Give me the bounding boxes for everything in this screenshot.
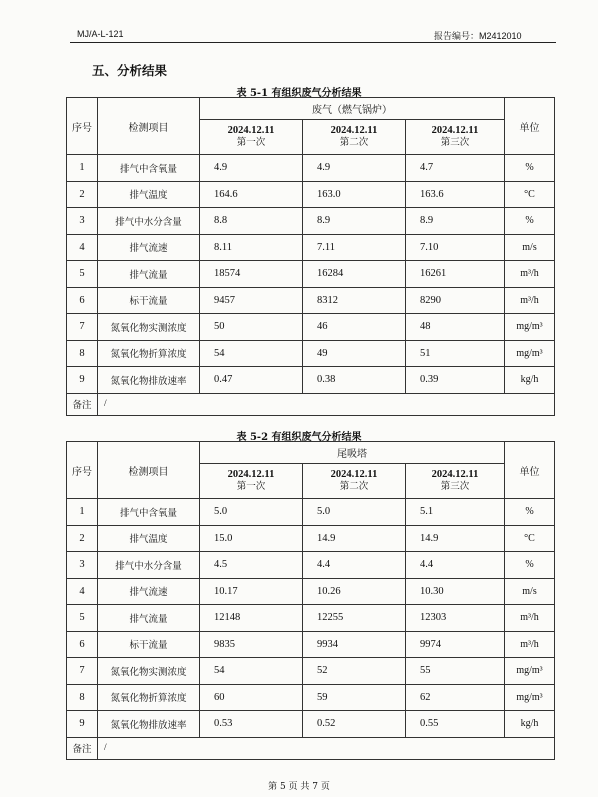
row-value-run-3: 14.9 [406, 525, 505, 552]
col-header-run-2 [303, 120, 406, 155]
run-date: 2024.12.11 [431, 469, 479, 480]
note-value: / [98, 393, 555, 415]
table-row [67, 181, 555, 208]
col-header-run-2 [303, 464, 406, 499]
row-value-run-1: 164.6 [200, 181, 303, 208]
row-value-run-2: 59 [303, 684, 406, 711]
row-value-run-1: 8.8 [200, 208, 303, 235]
row-value-run-3: 48 [406, 314, 505, 341]
table-row [67, 340, 555, 367]
row-value-run-3: 16261 [406, 261, 505, 288]
row-item: 排气流速 [98, 578, 200, 605]
row-value-run-2: 46 [303, 314, 406, 341]
row-value-run-1: 18574 [200, 261, 303, 288]
row-value-run-3: 8.9 [406, 208, 505, 235]
row-seq: 2 [67, 181, 98, 208]
row-value-run-2: 14.9 [303, 525, 406, 552]
row-value-run-1: 9457 [200, 287, 303, 314]
row-value-run-2: 4.4 [303, 552, 406, 579]
row-value-run-2: 10.26 [303, 578, 406, 605]
table-row [67, 234, 555, 261]
header-divider [70, 42, 556, 43]
row-value-run-3: 9974 [406, 631, 505, 658]
row-value-run-2: 9934 [303, 631, 406, 658]
note-value: / [98, 737, 555, 759]
col-header-seq: 序号 [67, 98, 98, 155]
col-header-unit: 单位 [505, 442, 555, 499]
row-value-run-2: 0.38 [303, 367, 406, 394]
row-unit: °C [505, 525, 555, 552]
row-value-run-2: 163.0 [303, 181, 406, 208]
table-row [67, 155, 555, 182]
table-row [67, 314, 555, 341]
table-row [67, 499, 555, 526]
row-unit: % [505, 552, 555, 579]
analysis-table [66, 97, 555, 416]
table-row [67, 605, 555, 632]
row-value-run-3: 51 [406, 340, 505, 367]
row-value-run-1: 0.47 [200, 367, 303, 394]
table-row [67, 631, 555, 658]
row-value-run-1: 4.5 [200, 552, 303, 579]
report-number: 报告编号：M2412010 [434, 31, 522, 41]
col-header-item: 检测项目 [98, 442, 200, 499]
row-unit: m³/h [505, 631, 555, 658]
row-unit: kg/h [505, 711, 555, 738]
row-unit: mg/m³ [505, 340, 555, 367]
row-value-run-2: 8312 [303, 287, 406, 314]
row-unit: °C [505, 181, 555, 208]
row-seq: 2 [67, 525, 98, 552]
row-seq: 9 [67, 711, 98, 738]
row-value-run-1: 5.0 [200, 499, 303, 526]
row-seq: 3 [67, 552, 98, 579]
col-header-group: 废气（燃气锅炉） [200, 98, 505, 120]
row-seq: 3 [67, 208, 98, 235]
row-seq: 1 [67, 499, 98, 526]
run-label: 第一次 [236, 481, 266, 492]
row-value-run-3: 4.4 [406, 552, 505, 579]
table-caption: 表 5-2 有组织废气分析结果 [236, 432, 362, 443]
row-item: 排气流量 [98, 605, 200, 632]
row-item: 排气中含氧量 [98, 499, 200, 526]
row-item: 排气流量 [98, 261, 200, 288]
row-seq: 6 [67, 287, 98, 314]
row-value-run-3: 62 [406, 684, 505, 711]
page-footer: 第 5 页 共 7 页 [268, 782, 330, 792]
table-row [67, 208, 555, 235]
row-unit: % [505, 208, 555, 235]
document-code: MJ/A-L-121 [77, 29, 124, 39]
row-value-run-1: 4.9 [200, 155, 303, 182]
row-unit: m³/h [505, 261, 555, 288]
row-value-run-1: 60 [200, 684, 303, 711]
row-value-run-3: 10.30 [406, 578, 505, 605]
row-unit: m³/h [505, 605, 555, 632]
row-item: 氮氧化物排放速率 [98, 711, 200, 738]
table-row [67, 711, 555, 738]
run-label: 第三次 [440, 481, 470, 492]
row-seq: 7 [67, 658, 98, 685]
row-value-run-1: 54 [200, 340, 303, 367]
row-seq: 4 [67, 234, 98, 261]
analysis-table [66, 441, 555, 760]
run-label: 第一次 [236, 137, 266, 148]
row-value-run-1: 54 [200, 658, 303, 685]
row-unit: mg/m³ [505, 314, 555, 341]
row-value-run-3: 8290 [406, 287, 505, 314]
row-item: 排气温度 [98, 525, 200, 552]
row-unit: mg/m³ [505, 684, 555, 711]
col-header-item: 检测项目 [98, 98, 200, 155]
row-value-run-2: 16284 [303, 261, 406, 288]
row-value-run-1: 10.17 [200, 578, 303, 605]
table-row [67, 658, 555, 685]
run-date: 2024.12.11 [330, 469, 378, 480]
row-item: 氮氧化物排放速率 [98, 367, 200, 394]
row-value-run-2: 7.11 [303, 234, 406, 261]
col-header-run-1 [200, 120, 303, 155]
row-seq: 1 [67, 155, 98, 182]
col-header-run-3 [406, 464, 505, 499]
table-row [67, 684, 555, 711]
col-header-group: 尾吸塔 [200, 442, 505, 464]
row-value-run-2: 0.52 [303, 711, 406, 738]
row-item: 氮氧化物折算浓度 [98, 340, 200, 367]
row-unit: % [505, 499, 555, 526]
row-value-run-2: 5.0 [303, 499, 406, 526]
table-row [67, 578, 555, 605]
row-unit: kg/h [505, 367, 555, 394]
col-header-run-1 [200, 464, 303, 499]
table-caption: 表 5-1 有组织废气分析结果 [236, 88, 362, 99]
col-header-run-3 [406, 120, 505, 155]
row-value-run-3: 4.7 [406, 155, 505, 182]
row-value-run-3: 7.10 [406, 234, 505, 261]
row-value-run-3: 163.6 [406, 181, 505, 208]
row-item: 排气中水分含量 [98, 552, 200, 579]
note-label: 备注 [67, 393, 98, 415]
table-row [67, 287, 555, 314]
row-item: 氮氧化物实测浓度 [98, 658, 200, 685]
row-seq: 5 [67, 261, 98, 288]
row-unit: m/s [505, 578, 555, 605]
table-row [67, 367, 555, 394]
row-item: 氮氧化物折算浓度 [98, 684, 200, 711]
row-value-run-3: 5.1 [406, 499, 505, 526]
col-header-seq: 序号 [67, 442, 98, 499]
row-unit: m/s [505, 234, 555, 261]
row-value-run-1: 8.11 [200, 234, 303, 261]
row-item: 排气流速 [98, 234, 200, 261]
run-date: 2024.12.11 [227, 125, 275, 136]
row-value-run-3: 0.39 [406, 367, 505, 394]
table-row [67, 525, 555, 552]
row-seq: 8 [67, 684, 98, 711]
col-header-unit: 单位 [505, 98, 555, 155]
row-item: 排气中含氧量 [98, 155, 200, 182]
row-value-run-1: 12148 [200, 605, 303, 632]
note-label: 备注 [67, 737, 98, 759]
row-value-run-3: 55 [406, 658, 505, 685]
row-value-run-3: 12303 [406, 605, 505, 632]
row-value-run-2: 4.9 [303, 155, 406, 182]
table-row [67, 552, 555, 579]
row-seq: 6 [67, 631, 98, 658]
row-item: 氮氧化物实测浓度 [98, 314, 200, 341]
section-title: 五、分析结果 [92, 63, 168, 78]
row-value-run-1: 15.0 [200, 525, 303, 552]
row-item: 标干流量 [98, 287, 200, 314]
run-label: 第二次 [339, 137, 369, 148]
run-date: 2024.12.11 [431, 125, 479, 136]
row-seq: 4 [67, 578, 98, 605]
run-date: 2024.12.11 [330, 125, 378, 136]
row-unit: % [505, 155, 555, 182]
row-value-run-2: 49 [303, 340, 406, 367]
row-seq: 9 [67, 367, 98, 394]
row-unit: mg/m³ [505, 658, 555, 685]
run-date: 2024.12.11 [227, 469, 275, 480]
row-value-run-2: 8.9 [303, 208, 406, 235]
row-value-run-1: 0.53 [200, 711, 303, 738]
row-seq: 7 [67, 314, 98, 341]
row-value-run-2: 52 [303, 658, 406, 685]
row-unit: m³/h [505, 287, 555, 314]
row-item: 排气温度 [98, 181, 200, 208]
row-value-run-1: 9835 [200, 631, 303, 658]
run-label: 第二次 [339, 481, 369, 492]
row-value-run-3: 0.55 [406, 711, 505, 738]
run-label: 第三次 [440, 137, 470, 148]
row-seq: 5 [67, 605, 98, 632]
row-item: 标干流量 [98, 631, 200, 658]
row-value-run-2: 12255 [303, 605, 406, 632]
table-row [67, 261, 555, 288]
row-item: 排气中水分含量 [98, 208, 200, 235]
row-seq: 8 [67, 340, 98, 367]
row-value-run-1: 50 [200, 314, 303, 341]
